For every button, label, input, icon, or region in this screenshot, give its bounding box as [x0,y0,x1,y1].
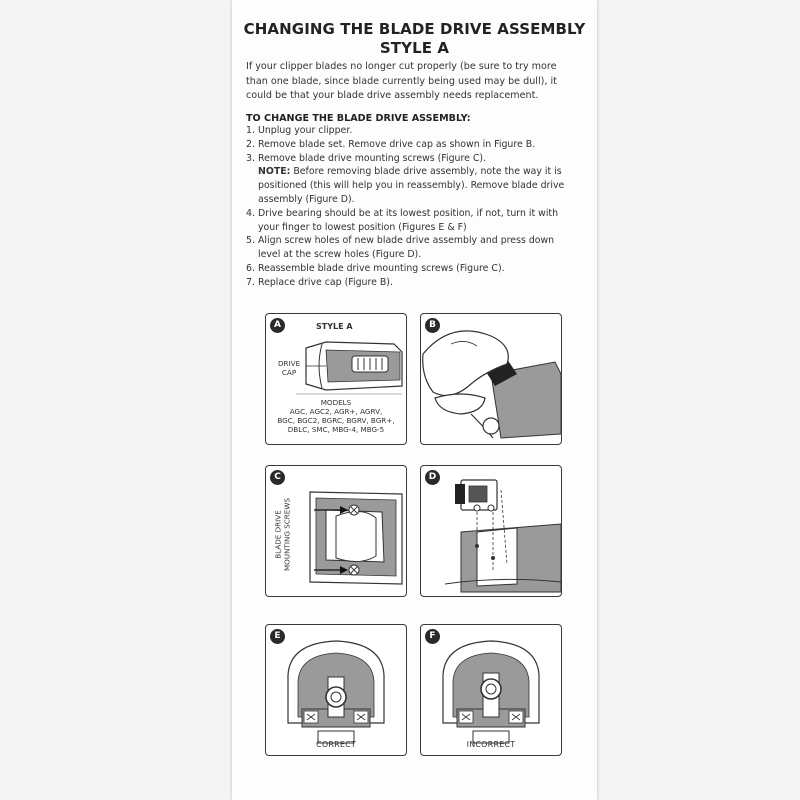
figure-c [265,465,407,597]
step-2: 2. Remove blade set. Remove drive cap as shown in Figure B. [246,138,536,150]
instruction-sheet [232,0,597,800]
bearing-correct-illustration [266,625,406,755]
figure-e-badge: E [270,629,285,644]
step-4: 4. Drive bearing should be at its lowest position, if not, turn it with your finger to lowest position (Figures E & F) [246,207,559,233]
drive-cap-label: DRIVE CAP [278,359,301,377]
intro-line: than one blade, since blade currently being used may be dull), it [246,75,557,87]
blade-drive-screws-label: BLADE DRIVE MOUNTING SCREWS [273,497,291,572]
intro-line: could be that your blade drive assembly needs replacement. [246,90,539,101]
note-label: NOTE: [258,166,291,178]
figure-a-badge: A [270,318,285,333]
intro-line: If your clipper blades no longer cut properly (be sure to try more [246,61,557,72]
step-note: NOTE: Before removing blade drive assembly, note the way it is positioned (this will help you in reassembly). Remove blade drive assembly (Figure D). [258,166,565,205]
figure-a-title: STYLE A [316,322,353,331]
step-7: 7. Replace drive cap (Figure B). [246,276,393,288]
hand-removing-cap-illustration [421,314,561,444]
page-title: CHANGING THE BLADE DRIVE ASSEMBLY [243,20,586,38]
figure-f-caption: INCORRECT [466,740,516,749]
figure-f-badge: F [425,629,440,644]
figure-b-badge: B [425,318,440,333]
figure-a [265,313,407,445]
steps-list [246,124,591,290]
figure-e-caption: CORRECT [316,740,356,749]
figure-d [420,465,562,597]
figure-b [420,313,562,445]
step-1: 1. Unplug your clipper. [246,125,353,136]
figure-d-badge: D [425,470,440,485]
step-3: 3. Remove blade drive mounting screws (Figure C). [246,152,487,164]
bearing-incorrect-illustration [421,625,561,755]
figure-e [265,624,407,756]
models-list: MODELS AGC, AGC2, AGR+, AGRV, BGC, BGC2, BGRC, BGRV, BGR+, DBLC, SMC, MBG-4, MBG-5 [277,398,395,434]
step-6: 6. Reassemble blade drive mounting screws (Figure C). [246,262,505,274]
figure-c-badge: C [270,470,285,485]
intro-paragraph [246,60,591,104]
drive-assembly-removal-illustration [421,466,561,596]
step-5: 5. Align screw holes of new blade drive assembly and press down level at the screw holes (Figure D). [246,235,555,261]
instructions-heading: TO CHANGE THE BLADE DRIVE ASSEMBLY: [246,113,471,124]
page-subtitle: STYLE A [379,39,450,57]
figure-f [420,624,562,756]
